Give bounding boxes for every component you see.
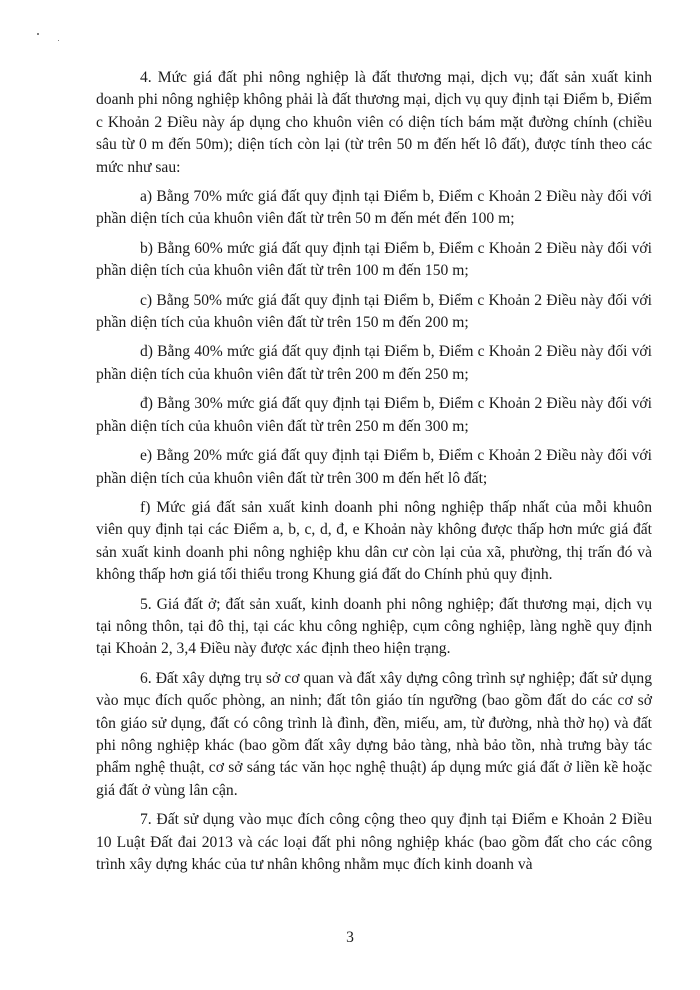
paragraph-4d: d) Bằng 40% mức giá đất quy định tại Điểm b, Điểm c Khoản 2 Điều này đối với phần diện tích của khuôn viên đất từ trên 200 m đến 250 m; — [96, 343, 652, 383]
paragraph-4e: e) Bằng 20% mức giá đất quy định tại Điểm b, Điểm c Khoản 2 Điều này đối với phần diện tích của khuôn viên đất từ trên 300 m đến hết lô đất; — [96, 447, 652, 487]
paragraph-4a: a) Bằng 70% mức giá đất quy định tại Điểm b, Điểm c Khoản 2 Điều này đối với phần diện tích của khuôn viên đất từ trên 50 m đến mét đến 100 m; — [96, 188, 652, 228]
scan-speck — [37, 33, 39, 35]
page-number: 3 — [346, 929, 354, 946]
paragraph-4f: f) Mức giá đất sản xuất kinh doanh phi nông nghiệp thấp nhất của mỗi khuôn viên quy định tại các Điểm a, b, c, d, đ, e Khoản này không được thấp hơn mức giá đất sản xuất kinh doanh phi nông nghiệp khu dân cư còn lại của xã, phường, thị trấn đó và không thấp hơn giá tối thiểu trong Khung giá đất do Chính phủ quy định. — [96, 498, 652, 584]
document-body — [96, 67, 652, 876]
paragraph-5: 5. Giá đất ở; đất sản xuất, kinh doanh phi nông nghiệp; đất thương mại, dịch vụ tại nông thôn, tại đô thị, tại các khu công nghiệp, cụm công nghiệp, làng nghề quy định tại Khoản 2, 3,4 Điều này được xác định theo hiện trạng. — [96, 595, 652, 658]
paragraph-4: 4. Mức giá đất phi nông nghiệp là đất thương mại, dịch vụ; đất sản xuất kinh doanh phi nông nghiệp không phải là đất thương mại, dịch vụ quy định tại Điểm b, Điểm c Khoản 2 Điều này áp dụng cho khuôn viên có diện tích bám mặt đường chính (chiều sâu từ 0 m đến 50m); diện tích còn lại (từ trên 50 m đến hết lô đất), được tính theo các mức như sau: — [96, 69, 652, 176]
paragraph-4b: b) Bằng 60% mức giá đất quy định tại Điểm b, Điểm c Khoản 2 Điều này đối với phần diện tích của khuôn viên đất từ trên 100 m đến 150 m; — [96, 239, 652, 280]
paragraph-7: 7. Đất sử dụng vào mục đích công cộng theo quy định tại Điểm e Khoản 2 Điều 10 Luật Đất đai 2013 và các loại đất phi nông nghiệp khác (bao gồm đất cho các công trình xây dựng khác của tư nhân không nhằm mục đích kinh doanh và — [96, 811, 652, 873]
paragraph-4c: c) Bằng 50% mức giá đất quy định tại Điểm b, Điểm c Khoản 2 Điều này đối với phần diện tích của khuôn viên đất từ trên 150 m đến 200 m; — [96, 291, 652, 332]
scan-speck — [58, 40, 59, 41]
paragraph-4dd: đ) Bằng 30% mức giá đất quy định tại Điểm b, Điểm c Khoản 2 Điều này đối với phần diện tích của khuôn viên đất từ trên 250 m đến 300 m; — [96, 395, 652, 435]
paragraph-6: 6. Đất xây dựng trụ sở cơ quan và đất xây dựng công trình sự nghiệp; đất sử dụng vào mục đích quốc phòng, an ninh; đất tôn giáo tín ngưỡng (bao gồm đất do các cơ sở tôn giáo sử dụng, đất có công trình là đình, đền, miếu, am, từ đường, nhà thờ họ) và đất phi nông nghiệp khác (bao gồm đất xây dựng bảo tàng, nhà bảo tồn, nhà trưng bày tác phẩm nghệ thuật, cơ sở sáng tác văn học nghệ thuật) áp dụng mức giá đất ở liền kề hoặc giá đất ở vùng lân cận. — [96, 669, 652, 799]
